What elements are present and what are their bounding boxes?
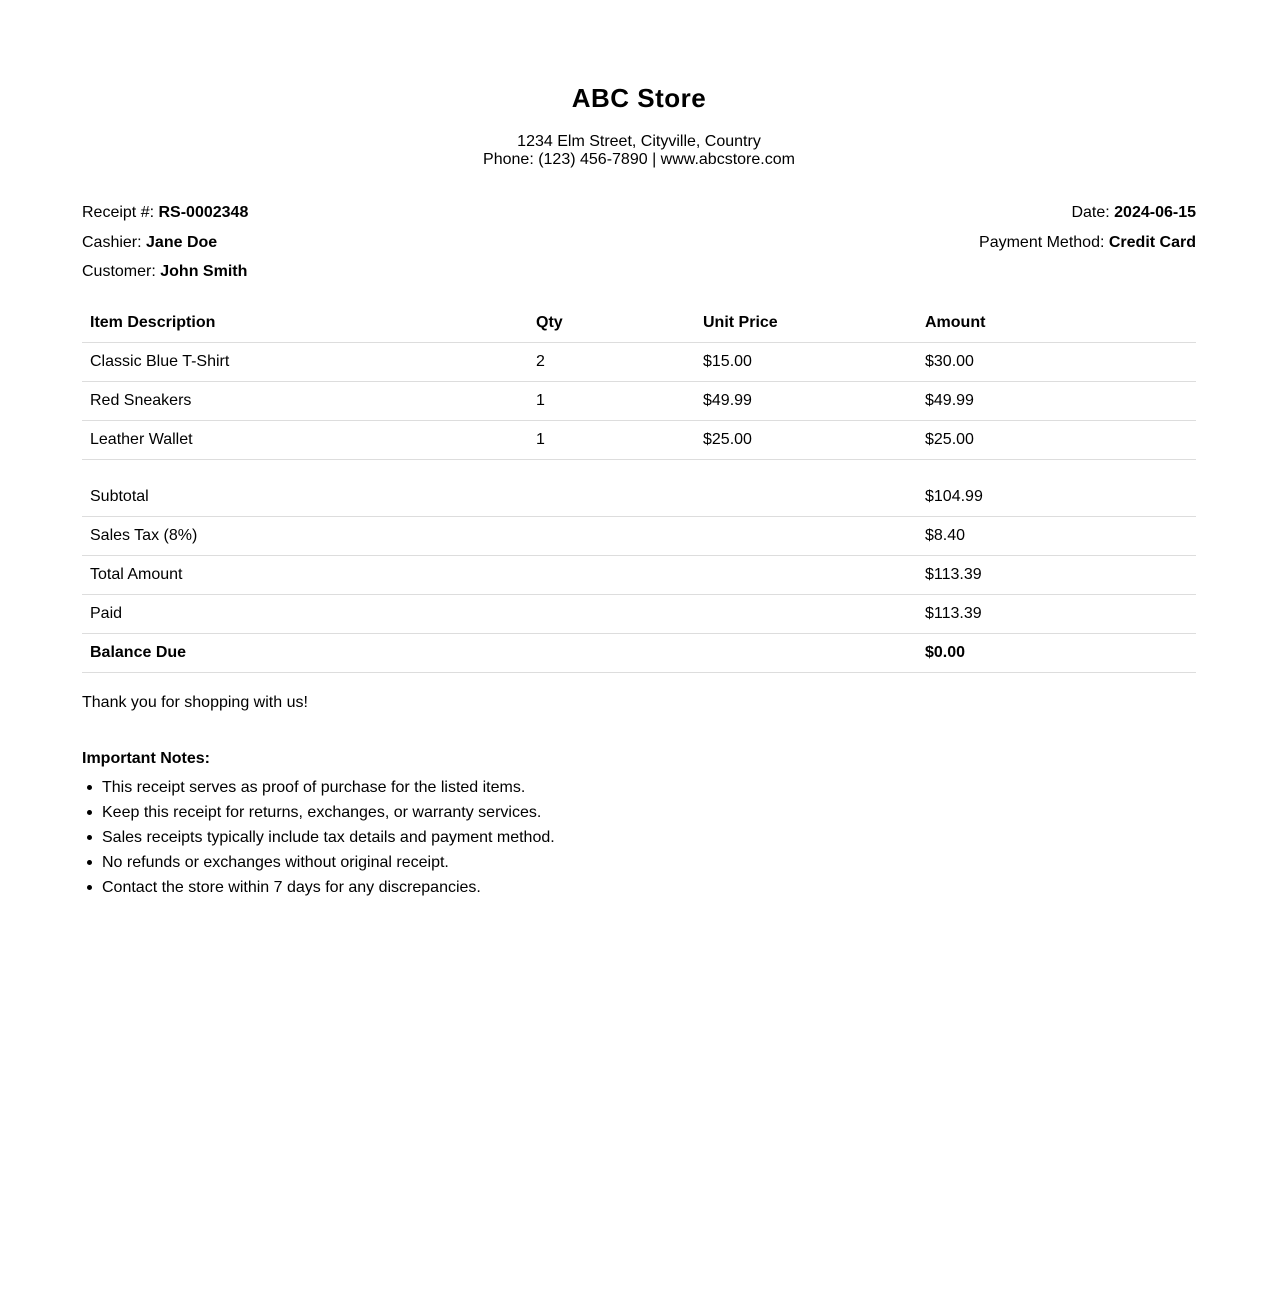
cashier-label: Cashier:	[82, 233, 142, 251]
list-item	[102, 825, 555, 850]
note-text: No refunds or exchanges without original receipt.	[102, 854, 449, 871]
item-amount: $30.00	[917, 343, 1196, 382]
total-amount-row	[82, 556, 1196, 595]
balance-due-row	[82, 634, 1196, 673]
payment-method-label: Payment Method:	[979, 233, 1105, 251]
sales-tax-row	[82, 517, 1196, 556]
store-address: 1234 Elm Street, Cityville, Country	[517, 133, 761, 150]
receipt-number: RS-0002348	[158, 204, 249, 221]
subtotal-value: $104.99	[917, 478, 1196, 517]
notes-title: Important Notes:	[82, 750, 210, 767]
item-qty: 1	[528, 421, 695, 460]
items-table	[82, 304, 1196, 460]
bullet-icon	[87, 835, 92, 840]
store-name: ABC Store	[571, 83, 707, 113]
date-line	[979, 201, 1196, 231]
receipt-meta-right	[979, 201, 1196, 260]
note-text: This receipt serves as proof of purchase for the listed items.	[102, 779, 526, 796]
item-amount: $25.00	[917, 421, 1196, 460]
list-item	[102, 775, 555, 800]
cashier-name: Jane Doe	[146, 233, 218, 251]
item-unit-price: $15.00	[695, 343, 917, 382]
customer-line	[82, 260, 248, 290]
store-contact: Phone: (123) 456-7890 | www.abcstore.com	[483, 151, 795, 168]
list-item	[102, 850, 555, 875]
totals-table	[82, 478, 1196, 673]
paid-value: $113.39	[917, 595, 1196, 634]
item-qty: 2	[528, 343, 695, 382]
bullet-icon	[87, 885, 92, 890]
column-header-qty: Qty	[528, 304, 695, 343]
note-text: Sales receipts typically include tax details and payment method.	[102, 829, 555, 846]
list-item	[102, 800, 555, 825]
customer-label: Customer:	[82, 263, 156, 280]
item-amount: $49.99	[917, 382, 1196, 421]
subtotal-label: Subtotal	[82, 478, 917, 517]
bullet-icon	[87, 860, 92, 865]
total-amount-label: Total Amount	[82, 556, 917, 595]
item-unit-price: $49.99	[695, 382, 917, 421]
sales-tax-value: $8.40	[917, 517, 1196, 556]
receipt-number-label: Receipt #:	[82, 204, 155, 221]
total-amount-value: $113.39	[917, 556, 1196, 595]
bullet-icon	[87, 810, 92, 815]
paid-label: Paid	[82, 595, 917, 634]
receipt-date: 2024-06-15	[1114, 204, 1196, 221]
column-header-unit-price: Unit Price	[695, 304, 917, 343]
item-description: Classic Blue T-Shirt	[82, 343, 528, 382]
cashier-line	[82, 231, 248, 261]
payment-method: Credit Card	[1108, 233, 1196, 251]
column-header-amount: Amount	[917, 304, 1196, 343]
table-row	[82, 421, 1196, 460]
receipt-meta-left	[82, 201, 248, 290]
subtotal-row	[82, 478, 1196, 517]
table-row	[82, 382, 1196, 421]
items-header-row	[82, 304, 1196, 343]
balance-due-value: $0.00	[917, 634, 1196, 673]
customer-name: John Smith	[160, 263, 248, 280]
item-unit-price: $25.00	[695, 421, 917, 460]
table-row	[82, 343, 1196, 382]
balance-due-label: Balance Due	[82, 634, 917, 673]
notes-list	[82, 775, 555, 900]
payment-method-line	[979, 231, 1196, 261]
thank-you-message: Thank you for shopping with us!	[82, 694, 308, 711]
sales-tax-label: Sales Tax (8%)	[82, 517, 917, 556]
date-label: Date:	[1071, 204, 1110, 221]
paid-row	[82, 595, 1196, 634]
column-header-description: Item Description	[82, 304, 528, 343]
receipt-number-line	[82, 201, 248, 231]
list-item	[102, 875, 555, 900]
item-description: Red Sneakers	[82, 382, 528, 421]
note-text: Keep this receipt for returns, exchanges, or warranty services.	[102, 804, 542, 821]
item-description: Leather Wallet	[82, 421, 528, 460]
bullet-icon	[87, 785, 92, 790]
note-text: Contact the store within 7 days for any discrepancies.	[102, 879, 481, 896]
item-qty: 1	[528, 382, 695, 421]
